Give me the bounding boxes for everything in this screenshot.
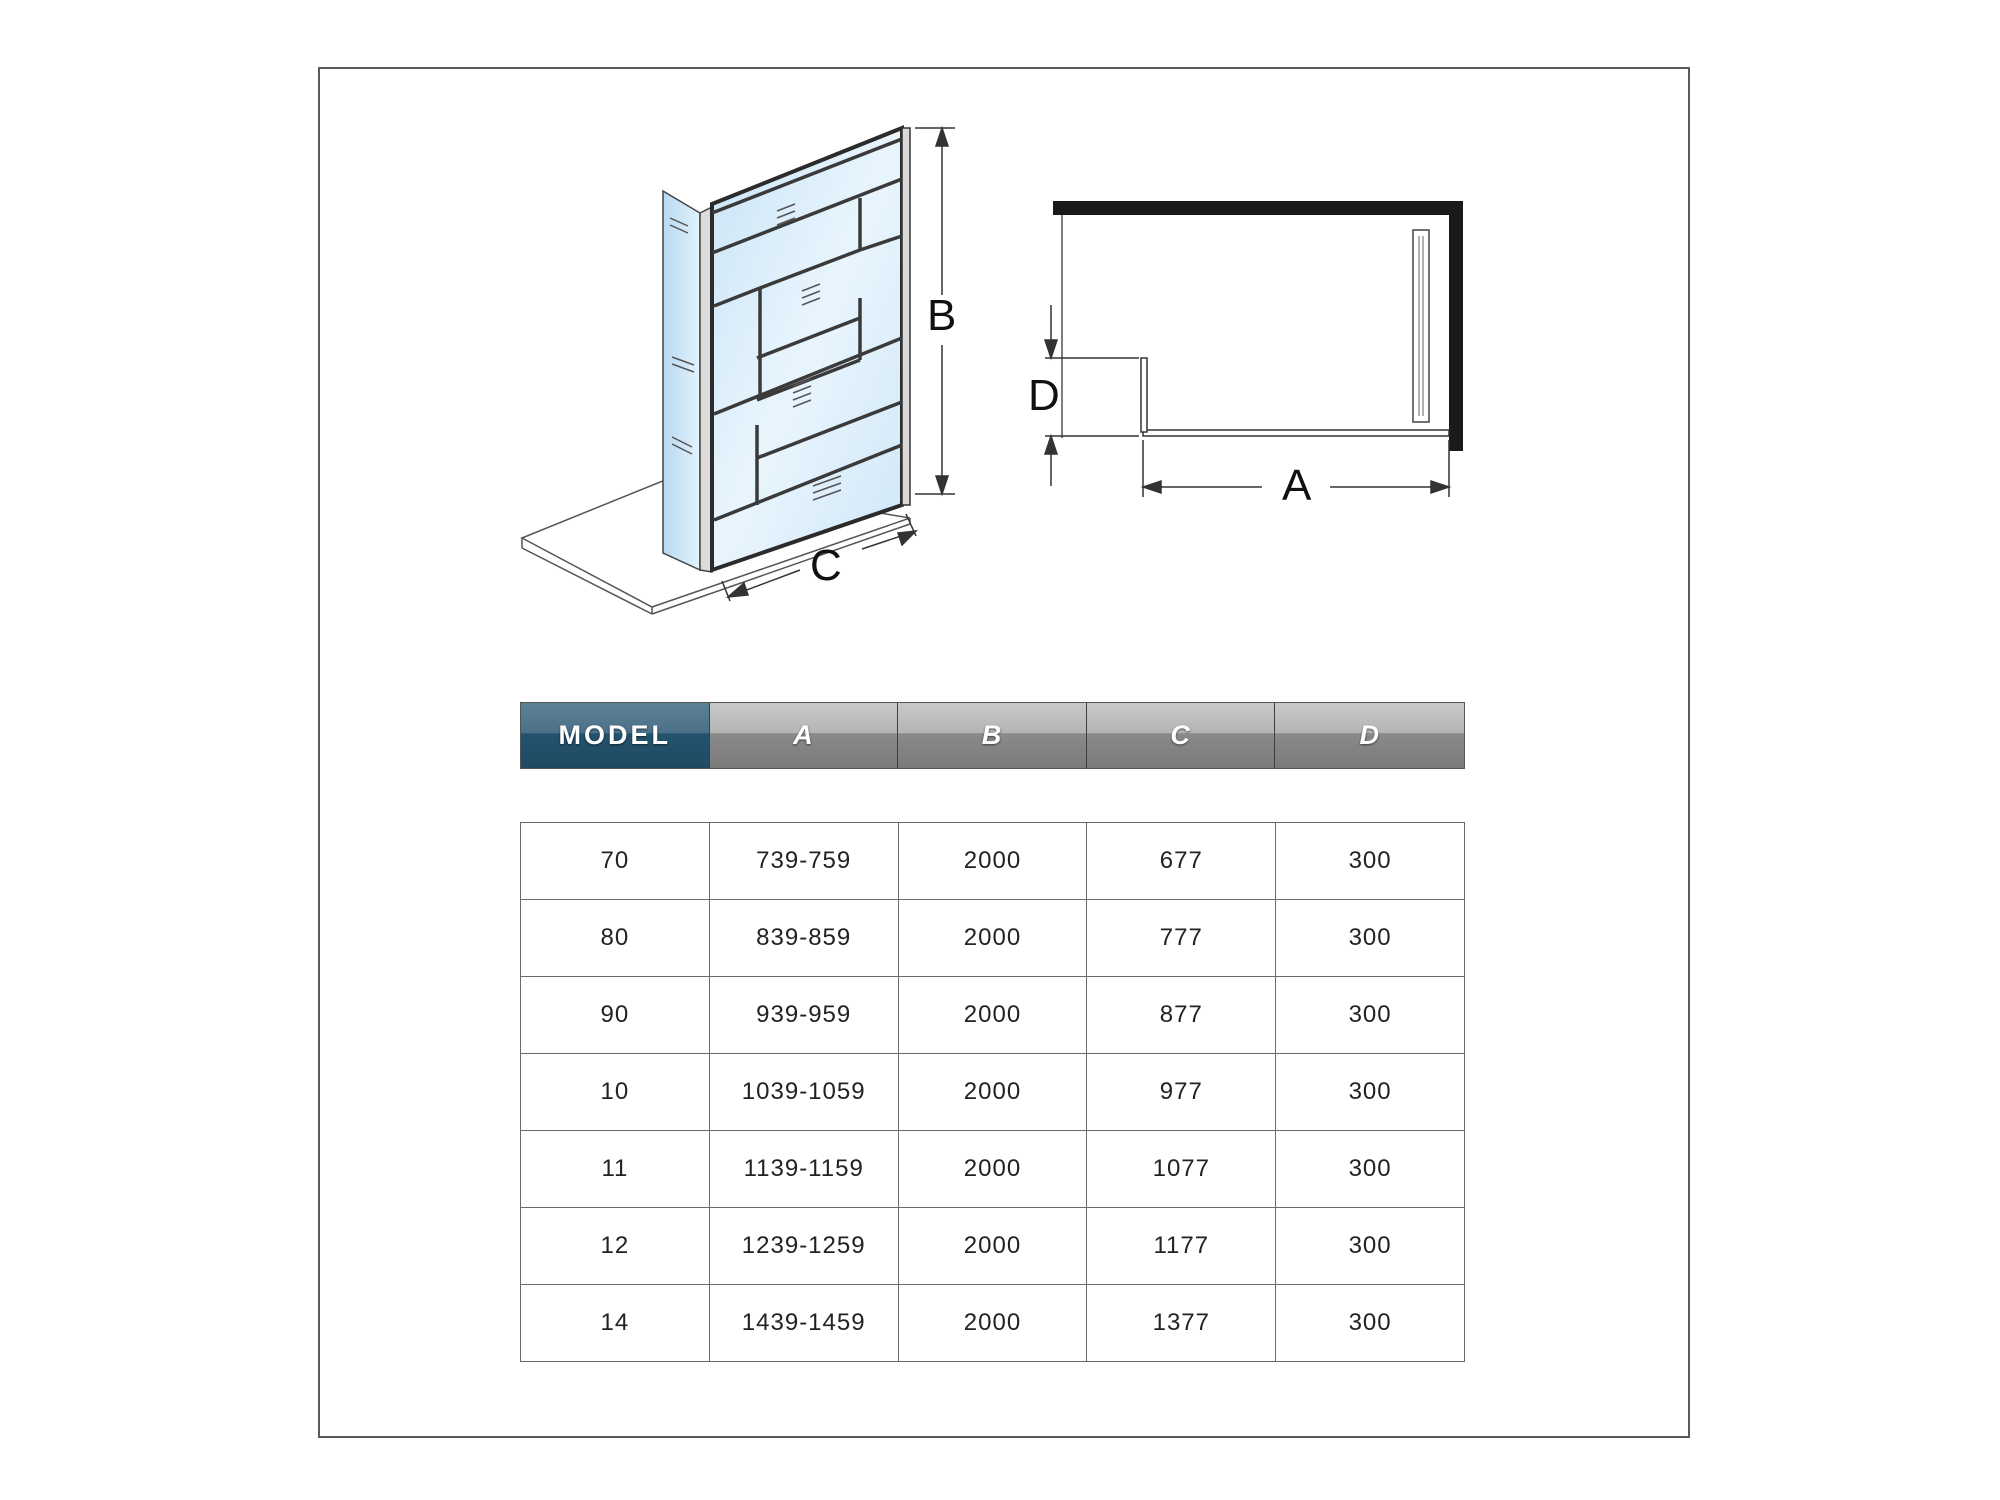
cell-b: 2000 bbox=[898, 1285, 1087, 1362]
cell-b: 2000 bbox=[898, 900, 1087, 977]
cell-model: 10 bbox=[521, 1054, 710, 1131]
top-view bbox=[1045, 201, 1463, 497]
isometric-view bbox=[522, 128, 955, 614]
table-row bbox=[521, 900, 1465, 977]
header-b: B bbox=[898, 703, 1087, 768]
table-row bbox=[521, 1131, 1465, 1208]
header-model: MODEL bbox=[521, 703, 710, 768]
cell-c: 1377 bbox=[1087, 1285, 1276, 1362]
cell-a: 1439-1459 bbox=[709, 1285, 898, 1362]
cell-d: 300 bbox=[1276, 1285, 1465, 1362]
header-a: A bbox=[710, 703, 899, 768]
cell-b: 2000 bbox=[898, 977, 1087, 1054]
cell-model: 14 bbox=[521, 1285, 710, 1362]
table-row bbox=[521, 1285, 1465, 1362]
cell-c: 877 bbox=[1087, 977, 1276, 1054]
cell-c: 677 bbox=[1087, 823, 1276, 900]
cell-a: 839-859 bbox=[709, 900, 898, 977]
cell-d: 300 bbox=[1276, 1208, 1465, 1285]
dimension-label-a: A bbox=[1282, 461, 1312, 510]
cell-a: 939-959 bbox=[709, 977, 898, 1054]
cell-a: 739-759 bbox=[709, 823, 898, 900]
table-header bbox=[520, 702, 1465, 769]
cell-d: 300 bbox=[1276, 1054, 1465, 1131]
cell-a: 1139-1159 bbox=[709, 1131, 898, 1208]
cell-d: 300 bbox=[1276, 900, 1465, 977]
dimension-label-b: B bbox=[927, 291, 957, 340]
cell-b: 2000 bbox=[898, 823, 1087, 900]
cell-model: 70 bbox=[521, 823, 710, 900]
glass-panel-plan bbox=[1143, 430, 1449, 436]
cell-d: 300 bbox=[1276, 823, 1465, 900]
dimensions-table bbox=[520, 822, 1465, 1362]
dimension-label-d: D bbox=[1028, 371, 1060, 420]
cell-c: 1077 bbox=[1087, 1131, 1276, 1208]
cell-model: 11 bbox=[521, 1131, 710, 1208]
cell-b: 2000 bbox=[898, 1131, 1087, 1208]
header-d: D bbox=[1275, 703, 1464, 768]
cell-a: 1039-1059 bbox=[709, 1054, 898, 1131]
cell-a: 1239-1259 bbox=[709, 1208, 898, 1285]
cell-c: 977 bbox=[1087, 1054, 1276, 1131]
wall bbox=[1053, 201, 1463, 451]
table-row bbox=[521, 823, 1465, 900]
side-return-panel bbox=[663, 191, 700, 570]
return-panel-plan bbox=[1141, 358, 1147, 432]
cell-c: 1177 bbox=[1087, 1208, 1276, 1285]
cell-d: 300 bbox=[1276, 1131, 1465, 1208]
table-row bbox=[521, 977, 1465, 1054]
dimension-label-c: C bbox=[810, 541, 842, 590]
table-row bbox=[521, 1054, 1465, 1131]
cell-model: 12 bbox=[521, 1208, 710, 1285]
cell-d: 300 bbox=[1276, 977, 1465, 1054]
cell-c: 777 bbox=[1087, 900, 1276, 977]
table-row bbox=[521, 1208, 1465, 1285]
cell-model: 80 bbox=[521, 900, 710, 977]
cell-b: 2000 bbox=[898, 1054, 1087, 1131]
drain bbox=[1413, 230, 1429, 422]
header-c: C bbox=[1087, 703, 1276, 768]
cell-b: 2000 bbox=[898, 1208, 1087, 1285]
cell-model: 90 bbox=[521, 977, 710, 1054]
